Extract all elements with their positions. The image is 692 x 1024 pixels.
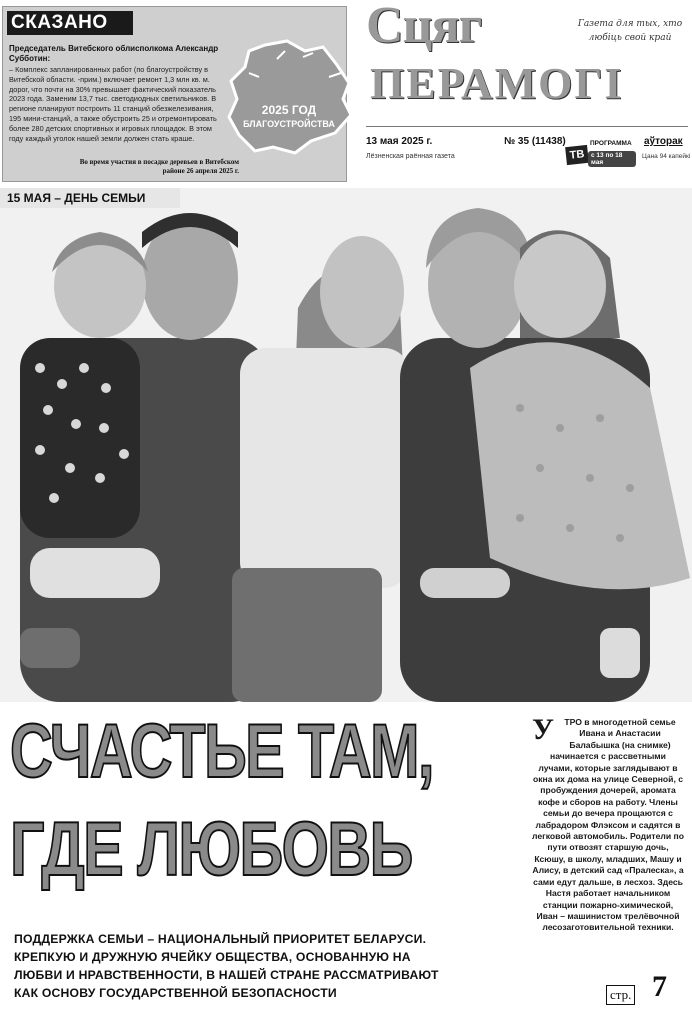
article-lead	[532, 713, 684, 934]
subheadline: ПОДДЕРЖКА СЕМЬИ – НАЦИОНАЛЬНЫЙ ПРИОРИТЕТ БЕЛАРУСИ. КРЕПКУЮ И ДРУЖНУЮ ЯЧЕЙКУ ОБЩЕСТВА, ОСНОВАННУЮ НА ЛЮБВИ И НРАВСТВЕННОСТИ, В НАШЕЙ СТРАНЕ РАССМАТРИВАЮТ КАК ОСНОВУ ГОСУДАРСТВЕННОЙ БЕЗОПАСНОСТИ	[14, 932, 439, 1000]
article-dropcap: У	[532, 713, 555, 746]
page-ref-number: 7	[652, 970, 667, 1003]
masthead-slogan: Газета для тых, хто любіць свой край	[577, 19, 683, 43]
issue-number: № 35 (11438)	[504, 136, 566, 147]
belarus-map-icon	[225, 37, 353, 157]
masthead-divider	[366, 126, 688, 127]
masthead-title-line2: ПЕРАМОГІ	[370, 59, 624, 108]
feature-section	[0, 702, 692, 1024]
family-photo-illustration	[0, 188, 692, 702]
paper-type: Лёзненская раённая газета	[366, 153, 455, 160]
quote-photo-caption: Во время участия в посадке деревьев в Витебском районе 26 апреля 2025 г.	[79, 158, 239, 175]
year-of-improvement-logo	[225, 37, 353, 157]
logo-year: 2025 ГОД	[261, 103, 317, 117]
masthead-title-line1: Сцяг	[366, 0, 482, 54]
quote-author: Председатель Витебского облисполкома Александр Субботин:	[9, 44, 219, 63]
issue-date: 13 мая 2025 г.	[366, 136, 433, 147]
article-text: ТРО в многодетной семье Ивана и Анастасии Балабышка (на снимке) начинается с рассветными лучами, которые заглядывают в окна их дома на улице Северной, с пробуждения дочерей, аромата кофе и сборов на работу. Члены семьи до вечера прощаются с лабрадором Флэксом и садятся в легковой автомобиль. Родители по пути отвозят старшую дочь, Ксюшу, в школу, младших, Машу и Алису, в детский сад «Пралеска», а сами едут дальше, в лесхоз. Здесь Настя работает начальником станции пожарно-химической, Иван – машинистом трелёвочной лесозаготовительной техники.	[532, 717, 684, 933]
quote-box-title: СКАЗАНО	[7, 11, 133, 35]
tv-program-label: ПРОГРАММА	[590, 140, 632, 147]
tv-program-badge[interactable]	[566, 140, 636, 166]
headline-line2: ГДЕ ЛЮБОВЬ	[10, 807, 412, 892]
quote-text: – Комплекс запланированных работ (по благоустройству в Витебской области. -прим.) включает ремонт 1,3 млн кв. м. дорог, что почти на 30% превышает фактический показатель 2023 года. Заменим 13,7 тыс. светодиодных светильников. В регионе планируют построить 11 станций обезжелезивания, 195 мини-станций, а также обустроить 25 и отремонтировать более 280 детских спортивных и игровых площадок. В этом году каждый уголок нашей земли должен стать краше.	[9, 65, 217, 143]
logo-label: БЛАГОУСТРОЙСТВА	[243, 119, 335, 129]
tv-program-dates: с 13 по 18 мая	[588, 151, 636, 167]
family-photo	[0, 188, 692, 702]
page-ref-label: стр.	[606, 985, 635, 1005]
masthead	[352, 0, 692, 182]
family-day-label: 15 МАЯ – ДЕНЬ СЕМЬИ	[0, 188, 180, 208]
page-reference[interactable]	[606, 970, 686, 1006]
headline-line1: СЧАСТЬЕ ТАМ,	[10, 709, 433, 794]
tv-icon: ТВ	[565, 145, 589, 165]
issue-price: Цана 94 капейкі	[642, 153, 691, 160]
issue-weekday: аўторак	[644, 136, 683, 147]
quote-box	[2, 6, 347, 182]
